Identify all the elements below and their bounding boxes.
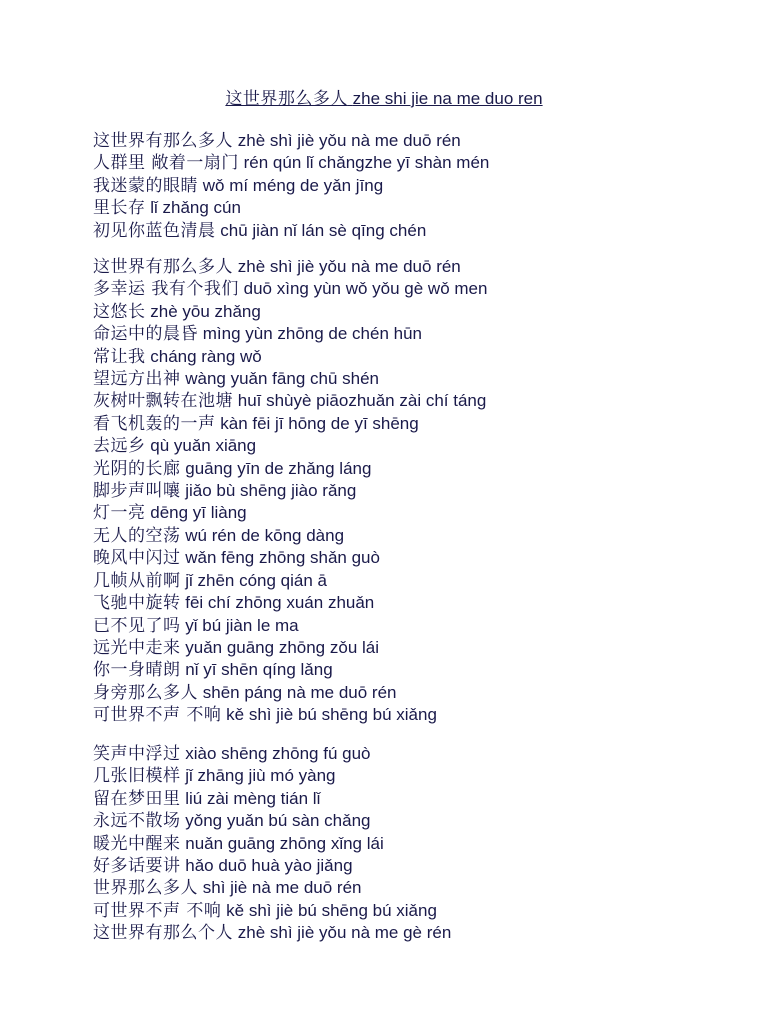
lyric-pinyin: shì jiè nà me duō rén (202, 878, 362, 898)
stanza-2 (93, 256, 487, 727)
lyric-line (93, 256, 487, 278)
lyric-pinyin: huī shùyè piāozhuǎn zài chí táng (237, 391, 487, 411)
lyric-line (93, 855, 451, 877)
lyric-line (93, 810, 451, 832)
lyric-hanzi: 看飞机轰的一声 (93, 413, 216, 434)
lyric-line (93, 704, 487, 726)
lyric-hanzi: 里长存 (93, 198, 146, 219)
lyric-line (93, 900, 451, 922)
lyric-hanzi: 这世界有那么多人 (93, 131, 233, 151)
title-pinyin: zhe shi jie na me duo ren (352, 89, 543, 108)
lyric-pinyin: liú zài mèng tián lǐ (185, 788, 321, 808)
lyric-hanzi: 身旁那么多人 (93, 682, 198, 703)
title-hanzi: 这世界那么多人 (225, 89, 348, 109)
lyric-line (93, 659, 487, 681)
lyric-pinyin: wǒ mí méng de yǎn jīng (202, 175, 384, 195)
lyric-hanzi: 晚风中闪过 (93, 548, 181, 569)
lyric-pinyin: wàng yuǎn fāng chū shén (185, 369, 379, 389)
lyric-hanzi: 去远乡 (93, 436, 146, 457)
lyric-line (93, 833, 451, 855)
lyric-hanzi: 这世界有那么多人 (93, 257, 233, 277)
stanza-1 (93, 130, 489, 242)
lyric-line (93, 743, 451, 765)
lyric-line (93, 278, 487, 300)
lyric-line (93, 480, 487, 502)
lyric-line (93, 682, 487, 704)
lyric-hanzi: 飞驰中旋转 (93, 593, 181, 614)
lyric-hanzi: 灰树叶飘转在池塘 (93, 391, 233, 412)
lyric-pinyin: shēn páng nà me duō rén (202, 682, 397, 702)
lyric-pinyin: zhè shì jiè yǒu nà me gè rén (237, 923, 452, 943)
lyric-line (93, 525, 487, 547)
lyric-hanzi: 这悠长 (93, 301, 146, 322)
lyric-pinyin: duō xìng yùn wǒ yǒu gè wǒ men (243, 279, 488, 299)
lyric-hanzi: 世界那么多人 (93, 878, 198, 899)
lyric-line (93, 130, 489, 152)
lyric-pinyin: qù yuǎn xiāng (150, 436, 257, 456)
lyric-line (93, 435, 487, 457)
lyric-pinyin: chū jiàn nǐ lán sè qīng chén (220, 220, 427, 240)
lyric-pinyin: wǎn fēng zhōng shǎn guò (185, 548, 380, 568)
lyric-line (93, 592, 487, 614)
lyric-hanzi: 常让我 (93, 346, 146, 367)
lyric-pinyin: zhè shì jiè yǒu nà me duō rén (237, 257, 461, 276)
lyric-hanzi: 望远方出神 (93, 369, 181, 390)
lyric-pinyin: dēng yī liàng (150, 503, 247, 523)
lyric-hanzi: 暖光中醒来 (93, 833, 181, 854)
lyric-pinyin: kě shì jiè bú shēng bú xiǎng (226, 900, 437, 920)
lyric-line (93, 413, 487, 435)
lyric-hanzi: 这世界有那么个人 (93, 923, 233, 944)
lyric-pinyin: yuǎn guāng zhōng zǒu lái (185, 637, 379, 657)
lyric-hanzi: 留在梦田里 (93, 788, 181, 809)
lyric-pinyin: hǎo duō huà yào jiǎng (185, 856, 353, 876)
lyric-pinyin: wú rén de kōng dàng (185, 525, 345, 545)
lyric-line (93, 368, 487, 390)
lyric-pinyin: lǐ zhǎng cún (150, 198, 241, 218)
lyric-line (93, 323, 487, 345)
lyric-hanzi: 可世界不声 不响 (93, 705, 222, 726)
lyric-hanzi: 好多话要讲 (93, 856, 181, 877)
lyric-line (93, 615, 487, 637)
lyric-line (93, 458, 487, 480)
lyric-pinyin: mìng yùn zhōng de chén hūn (202, 324, 423, 344)
song-title (0, 88, 768, 110)
lyric-line (93, 877, 451, 899)
lyric-line (93, 547, 487, 569)
lyric-pinyin: yǒng yuǎn bú sàn chǎng (185, 811, 371, 831)
lyric-hanzi: 脚步声叫嚷 (93, 481, 181, 502)
lyric-hanzi: 远光中走来 (93, 637, 181, 658)
lyric-hanzi: 命运中的晨昏 (93, 324, 198, 345)
lyric-pinyin: yǐ bú jiàn le ma (185, 615, 299, 635)
lyric-line (93, 637, 487, 659)
lyric-pinyin: fēi chí zhōng xuán zhuǎn (185, 593, 375, 613)
lyric-hanzi: 光阴的长廊 (93, 458, 181, 479)
lyric-line (93, 502, 487, 524)
lyric-pinyin: jǐ zhēn cóng qián ā (185, 570, 328, 590)
lyric-hanzi: 笑声中浮过 (93, 744, 181, 764)
lyric-pinyin: rén qún lǐ chǎngzhe yī shàn mén (243, 153, 490, 173)
lyric-pinyin: kàn fēi jī hōng de yī shēng (220, 413, 419, 433)
lyric-hanzi: 初见你蓝色清晨 (93, 220, 216, 241)
lyric-pinyin: cháng ràng wǒ (150, 346, 262, 366)
lyric-hanzi: 几张旧模样 (93, 766, 181, 787)
lyric-pinyin: nuǎn guāng zhōng xǐng lái (185, 833, 384, 853)
lyric-pinyin: guāng yīn de zhǎng láng (185, 458, 372, 478)
stanza-3 (93, 743, 451, 945)
lyric-line (93, 175, 489, 197)
lyric-hanzi: 可世界不声 不响 (93, 900, 222, 921)
lyric-line (93, 220, 489, 242)
lyric-line (93, 346, 487, 368)
lyric-line (93, 570, 487, 592)
lyric-line (93, 922, 451, 944)
lyric-pinyin: zhè yōu zhǎng (150, 301, 261, 321)
lyric-line (93, 765, 451, 787)
lyric-hanzi: 无人的空荡 (93, 525, 181, 546)
lyric-line (93, 152, 489, 174)
lyric-hanzi: 灯一亮 (93, 503, 146, 524)
lyric-hanzi: 多幸运 我有个我们 (93, 279, 239, 300)
lyric-line (93, 301, 487, 323)
lyric-pinyin: jiǎo bù shēng jiào rǎng (185, 481, 357, 501)
lyric-hanzi: 已不见了吗 (93, 615, 181, 636)
lyric-hanzi: 永远不散场 (93, 811, 181, 832)
lyric-line (93, 390, 487, 412)
lyric-line (93, 197, 489, 219)
lyric-pinyin: jǐ zhāng jiù mó yàng (185, 766, 336, 786)
lyric-hanzi: 你一身晴朗 (93, 660, 181, 681)
lyric-pinyin: xiào shēng zhōng fú guò (185, 744, 371, 763)
lyric-pinyin: zhè shì jiè yǒu nà me duō rén (237, 131, 461, 150)
lyric-hanzi: 几帧从前啊 (93, 570, 181, 591)
lyric-hanzi: 我迷蒙的眼睛 (93, 175, 198, 196)
lyric-hanzi: 人群里 敞着一扇门 (93, 153, 239, 174)
lyric-pinyin: kě shì jiè bú shēng bú xiǎng (226, 705, 437, 725)
lyric-line (93, 788, 451, 810)
lyric-pinyin: nǐ yī shēn qíng lǎng (185, 660, 333, 680)
